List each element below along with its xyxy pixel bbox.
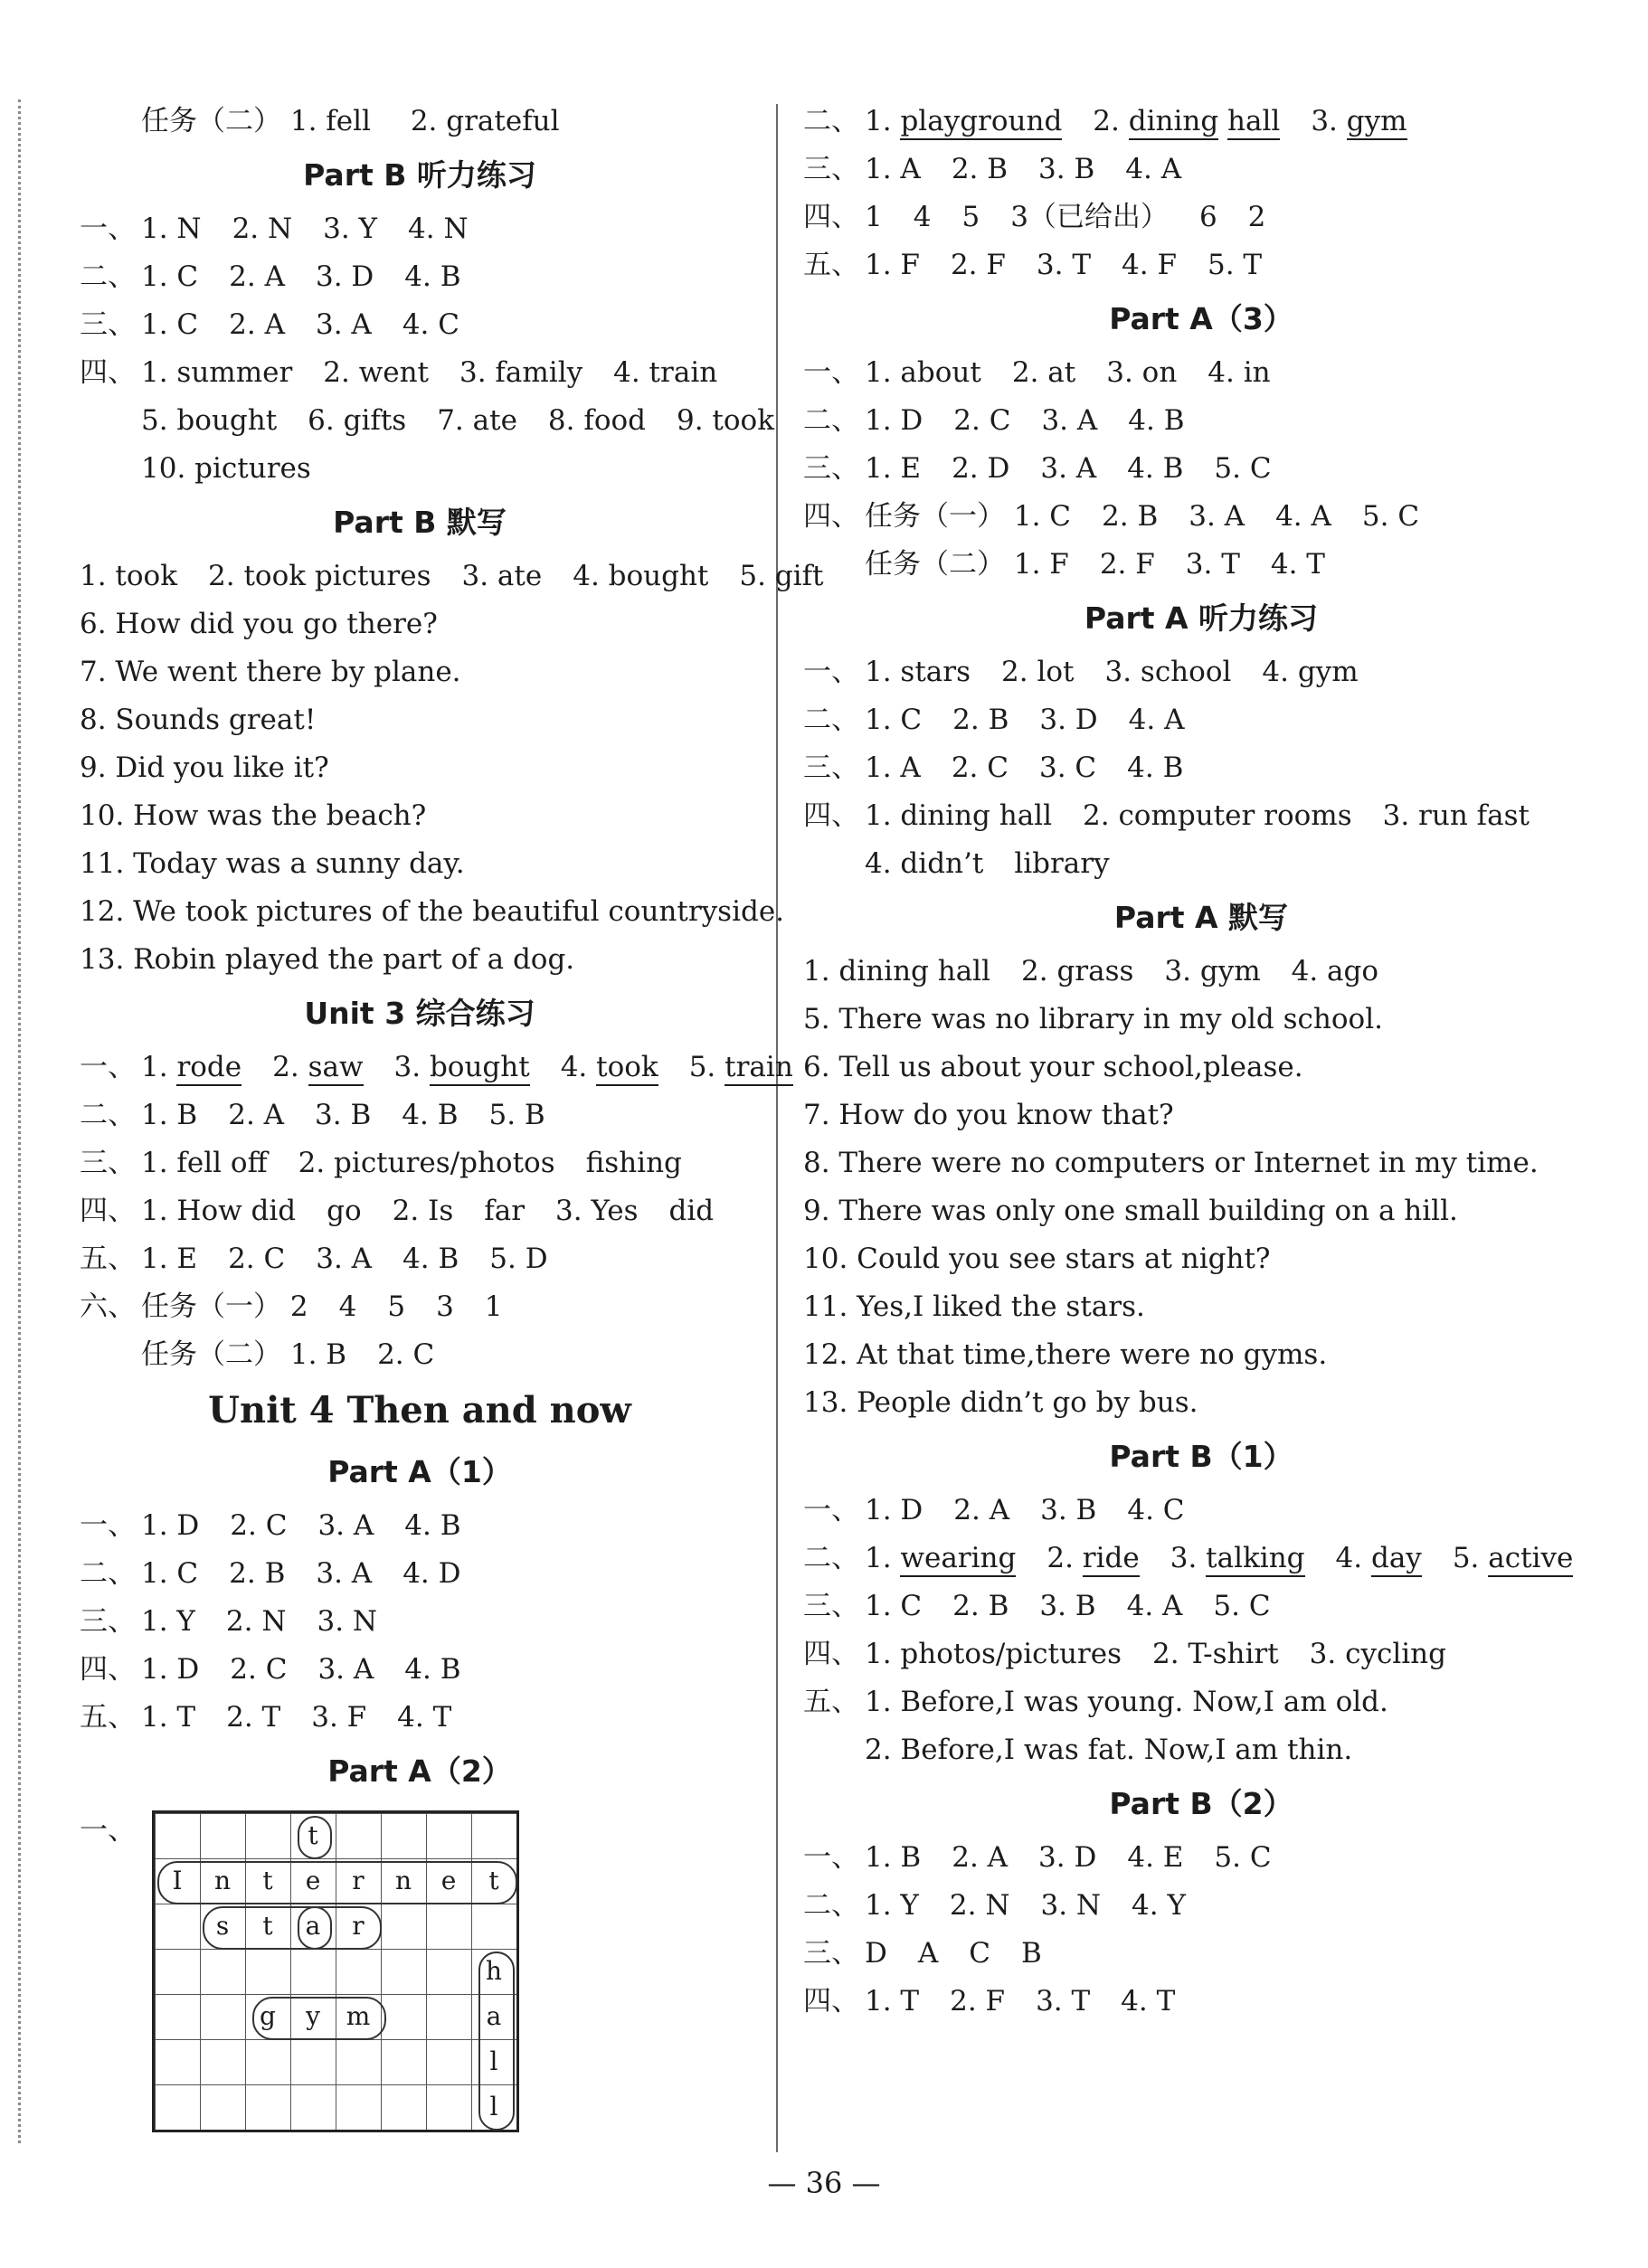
sentence-line: 6. Tell us about your school,please. <box>803 1051 1303 1083</box>
crossword-letter: s <box>215 1911 230 1941</box>
crossword-letter: m <box>346 2001 371 2031</box>
sentence-line: 13. Robin played the part of a dog. <box>80 943 575 976</box>
sentence-line: 7. How do you know that? <box>803 1099 1174 1131</box>
sentence-line: 6. How did you go there? <box>80 608 438 640</box>
answer-line: 二、 1. D 2. C 3. A 4. B <box>803 404 1185 437</box>
answer-line: 三、 1. A 2. C 3. C 4. B <box>803 751 1184 784</box>
crossword-section <box>80 1801 760 2127</box>
answer-line: 四、 任务（一） 1. C 2. B 3. A 4. A 5. C <box>803 500 1420 533</box>
answer-line: 三、 1. C 2. A 3. A 4. C <box>80 308 459 341</box>
crossword-letter: y <box>306 2001 320 2031</box>
answer-line: 二、 1. C 2. A 3. D 4. B <box>80 260 461 293</box>
answer-line: 一、 1. D 2. A 3. B 4. C <box>803 1494 1185 1526</box>
answer-line: 1. dining hall 2. grass 3. gym 4. ago <box>803 955 1379 988</box>
crossword-letter: e <box>440 1866 457 1895</box>
sentence-line: 13. People didn’t go by bus. <box>803 1386 1198 1419</box>
sentence-line: 9. There was only one small building on a hill. <box>803 1195 1458 1227</box>
sentence-line: 9. Did you like it? <box>80 751 329 784</box>
answer-line: 四、 1 4 5 3（已给出） 6 2 <box>803 201 1266 233</box>
crossword-label: 一、 <box>80 1814 136 1847</box>
section-heading: Unit 3 综合练习 <box>304 996 535 1031</box>
answer-line: 二、 1. Y 2. N 3. N 4. Y <box>803 1889 1186 1922</box>
right-column <box>803 98 1599 2026</box>
section-heading: Part A 听力练习 <box>1084 600 1319 636</box>
binding-dotted-line <box>18 99 21 2143</box>
answer-line: 一、 1. B 2. A 3. D 4. E 5. C <box>803 1841 1272 1874</box>
answer-line: 10. pictures <box>141 452 311 485</box>
section-heading: Part B（1） <box>1109 1439 1293 1474</box>
section-heading: Part B（2） <box>1109 1786 1293 1821</box>
crossword-letter: a <box>305 1911 321 1941</box>
crossword-letter: n <box>394 1866 412 1895</box>
answer-line: 一、 1. rode 2. saw 3. bought 4. took 5. train <box>80 1044 760 1091</box>
section-heading: Part A 默写 <box>1113 900 1289 935</box>
answer-line: 二、 1. B 2. A 3. B 4. B 5. B <box>80 1099 545 1131</box>
answer-line: 三、 D A C B <box>803 1937 1042 1970</box>
answer-line: 四、 1. dining hall 2. computer rooms 3. run fast <box>803 799 1530 832</box>
answer-line: 4. didn’t library <box>865 847 1110 880</box>
sentence-line: 12. At that time,there were no gyms. <box>803 1338 1328 1371</box>
answer-line: 二、 1. playground 2. dining hall 3. gym <box>803 98 1599 146</box>
section-heading: Part A（3） <box>1109 301 1293 336</box>
unit-title: Unit 4 Then and now <box>208 1389 631 1432</box>
answer-line: 四、 1. D 2. C 3. A 4. B <box>80 1653 461 1686</box>
sentence-line: 8. Sounds great! <box>80 704 317 736</box>
task-two-line: 任务（二） 1. fell 2. grateful <box>141 105 560 137</box>
answer-line: 1. took 2. took pictures 3. ate 4. bought 5. gift <box>80 560 824 592</box>
answer-line: 五、 1. F 2. F 3. T 4. F 5. T <box>803 249 1263 281</box>
page-number: — 36 — <box>767 2166 881 2200</box>
column-divider <box>776 104 778 2152</box>
answer-line: 五、 1. Before,I was young. Now,I am old. <box>803 1686 1388 1718</box>
sentence-line: 11. Yes,I liked the stars. <box>803 1290 1145 1323</box>
crossword-letter: a <box>486 2001 502 2031</box>
answer-line: 六、 任务（一） 2 4 5 3 1 <box>80 1290 503 1323</box>
answer-line: 任务（二） 1. B 2. C <box>141 1338 435 1371</box>
answer-line: 三、 1. fell off 2. pictures/photos fishing <box>80 1147 682 1179</box>
answer-line: 四、 1. photos/pictures 2. T-shirt 3. cycling <box>803 1638 1446 1670</box>
left-column <box>80 98 824 2127</box>
sentence-line: 8. There were no computers or Internet in my time. <box>803 1147 1539 1179</box>
crossword-letter: t <box>262 1911 273 1941</box>
crossword-letter: l <box>489 2046 498 2076</box>
crossword-letter: t <box>262 1866 273 1895</box>
answer-line: 三、 1. Y 2. N 3. N <box>80 1605 378 1638</box>
answer-line: 任务（二） 1. F 2. F 3. T 4. T <box>865 548 1325 581</box>
crossword-letter: e <box>305 1866 321 1895</box>
crossword-letter: t <box>488 1866 499 1895</box>
answer-line: 二、 1. wearing 2. ride 3. talking 4. day 5. active <box>803 1535 1599 1583</box>
crossword-letter: l <box>489 2092 498 2122</box>
sentence-line: 12. We took pictures of the beautiful countryside. <box>80 895 785 928</box>
answer-line: 三、 1. C 2. B 3. B 4. A 5. C <box>803 1590 1271 1622</box>
crossword-letter: t <box>308 1820 318 1850</box>
answer-line: 2. Before,I was fat. Now,I am thin. <box>865 1734 1353 1766</box>
sentence-line: 11. Today was a sunny day. <box>80 847 465 880</box>
sentence-line: 7. We went there by plane. <box>80 656 461 688</box>
crossword-letter: n <box>213 1866 232 1895</box>
answer-line: 一、 1. about 2. at 3. on 4. in <box>803 356 1271 389</box>
crossword-letter: r <box>352 1866 365 1895</box>
answer-line: 五、 1. T 2. T 3. F 4. T <box>80 1701 452 1734</box>
crossword-letter: r <box>352 1911 365 1941</box>
crossword-letter: h <box>485 1956 503 1986</box>
answer-line: 三、 1. E 2. D 3. A 4. B 5. C <box>803 452 1272 485</box>
crossword-letter: I <box>172 1866 183 1895</box>
section-heading: Part B 默写 <box>333 505 507 540</box>
crossword-grid <box>152 1810 519 2132</box>
sentence-line: 10. Could you see stars at night? <box>803 1243 1271 1275</box>
answer-line: 5. bought 6. gifts 7. ate 8. food 9. took <box>141 404 775 437</box>
crossword-letter: g <box>260 2001 276 2031</box>
answer-line: 一、 1. N 2. N 3. Y 4. N <box>80 213 469 245</box>
sentence-line: 5. There was no library in my old school. <box>803 1003 1383 1035</box>
answer-line: 四、 1. How did go 2. Is far 3. Yes did <box>80 1195 715 1227</box>
section-heading: Part A（1） <box>327 1454 512 1489</box>
answer-line: 五、 1. E 2. C 3. A 4. B 5. D <box>80 1243 548 1275</box>
answer-line: 一、 1. D 2. C 3. A 4. B <box>80 1509 461 1542</box>
answer-line: 四、 1. summer 2. went 3. family 4. train <box>80 356 718 389</box>
sentence-line: 10. How was the beach? <box>80 799 427 832</box>
answer-line: 二、 1. C 2. B 3. D 4. A <box>803 704 1185 736</box>
answer-line: 二、 1. C 2. B 3. A 4. D <box>80 1557 461 1590</box>
answer-line: 一、 1. stars 2. lot 3. school 4. gym <box>803 656 1359 688</box>
section-heading: Part B 听力练习 <box>303 157 536 193</box>
answer-line: 四、 1. T 2. F 3. T 4. T <box>803 1985 1176 2018</box>
answer-line: 三、 1. A 2. B 3. B 4. A <box>803 153 1182 185</box>
section-heading: Part A（2） <box>327 1753 512 1789</box>
